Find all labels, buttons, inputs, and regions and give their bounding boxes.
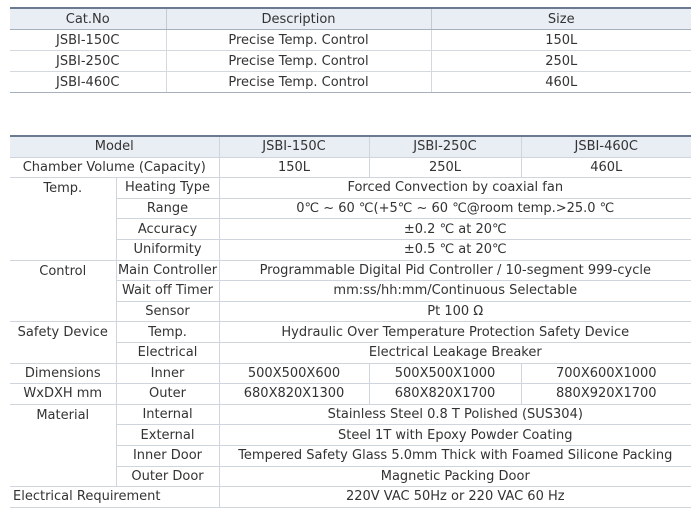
safety-elec-value: Electrical Leakage Breaker: [219, 342, 691, 363]
uniformity-label: Uniformity: [116, 239, 219, 260]
heating-type-value: Forced Convection by coaxial fan: [219, 178, 691, 199]
sensor-value: Pt 100 Ω: [219, 301, 691, 322]
table-row: [10, 72, 691, 93]
timer-label: Wait off Timer: [116, 281, 219, 302]
outer-door-label: Outer Door: [116, 466, 219, 487]
catalog-header-row: [10, 8, 691, 30]
internal-value: Stainless Steel 0.8 T Polished (SUS304): [219, 404, 691, 425]
outer-door-value: Magnetic Packing Door: [219, 466, 691, 487]
size-cell: 250L: [431, 51, 691, 72]
catalog-table: [10, 7, 691, 93]
spec-row: [10, 322, 691, 343]
chamber-label: Chamber Volume (Capacity): [10, 157, 219, 178]
accuracy-value: ±0.2 ℃ at 20℃: [219, 219, 691, 240]
uniformity-value: ±0.5 ℃ at 20℃: [219, 239, 691, 260]
accuracy-label: Accuracy: [116, 219, 219, 240]
spec-row: [10, 384, 691, 405]
safety-temp-value: Hydraulic Over Temperature Protection Safety Device: [219, 322, 691, 343]
dimensions-group-label: Dimensions: [10, 363, 116, 384]
inner-dim-150c: 500X500X600: [219, 363, 369, 384]
inner-dim-460c: 700X600X1000: [521, 363, 691, 384]
spec-row: [10, 487, 691, 508]
chamber-value-460c: 460L: [521, 157, 691, 178]
description-cell: Precise Temp. Control: [166, 51, 431, 72]
external-value: Steel 1T with Epoxy Powder Coating: [219, 425, 691, 446]
spec-row: [10, 260, 691, 281]
size-cell: 460L: [431, 72, 691, 93]
main-controller-label: Main Controller: [116, 260, 219, 281]
dimensions-unit-label: WxDXH mm: [10, 384, 116, 405]
model-150c: JSBI-150C: [219, 136, 369, 157]
electrical-req-value: 220V VAC 50Hz or 220 VAC 60 Hz: [219, 487, 691, 508]
heating-type-label: Heating Type: [116, 178, 219, 199]
header-size: Size: [431, 8, 691, 30]
outer-dim-150c: 680X820X1300: [219, 384, 369, 405]
spec-table: [10, 135, 691, 508]
electrical-req-label: Electrical Requirement: [10, 487, 219, 508]
safety-elec-label: Electrical: [116, 342, 219, 363]
size-cell: 150L: [431, 30, 691, 51]
outer-dim-250c: 680X820X1700: [369, 384, 521, 405]
range-value: 0℃ ~ 60 ℃(+5℃ ~ 60 ℃@room temp.>25.0 ℃: [219, 198, 691, 219]
chamber-value-250c: 250L: [369, 157, 521, 178]
table-row: [10, 30, 691, 51]
safety-group-label: Safety Device: [10, 322, 116, 363]
cat-no-cell: JSBI-460C: [10, 72, 166, 93]
inner-door-label: Inner Door: [116, 445, 219, 466]
external-label: External: [116, 425, 219, 446]
inner-door-value: Tempered Safety Glass 5.0mm Thick with Foamed Silicone Packing: [219, 445, 691, 466]
chamber-row: [10, 157, 691, 178]
chamber-value-150c: 150L: [219, 157, 369, 178]
temp-group-label: Temp.: [10, 178, 116, 260]
outer-dim-label: Outer: [116, 384, 219, 405]
inner-dim-label: Inner: [116, 363, 219, 384]
description-cell: Precise Temp. Control: [166, 30, 431, 51]
header-description: Description: [166, 8, 431, 30]
range-label: Range: [116, 198, 219, 219]
internal-label: Internal: [116, 404, 219, 425]
safety-temp-label: Temp.: [116, 322, 219, 343]
main-controller-value: Programmable Digital Pid Controller / 10-segment 999-cycle: [219, 260, 691, 281]
spec-row: [10, 178, 691, 199]
control-group-label: Control: [10, 260, 116, 322]
model-header-row: [10, 136, 691, 157]
timer-value: mm:ss/hh:mm/Continuous Selectable: [219, 281, 691, 302]
header-cat-no: Cat.No: [10, 8, 166, 30]
spec-row: [10, 363, 691, 384]
model-label: Model: [10, 136, 219, 157]
description-cell: Precise Temp. Control: [166, 72, 431, 93]
inner-dim-250c: 500X500X1000: [369, 363, 521, 384]
table-row: [10, 51, 691, 72]
model-250c: JSBI-250C: [369, 136, 521, 157]
model-460c: JSBI-460C: [521, 136, 691, 157]
cat-no-cell: JSBI-150C: [10, 30, 166, 51]
sensor-label: Sensor: [116, 301, 219, 322]
cat-no-cell: JSBI-250C: [10, 51, 166, 72]
material-group-label: Material: [10, 404, 116, 486]
outer-dim-460c: 880X920X1700: [521, 384, 691, 405]
spec-row: [10, 404, 691, 425]
